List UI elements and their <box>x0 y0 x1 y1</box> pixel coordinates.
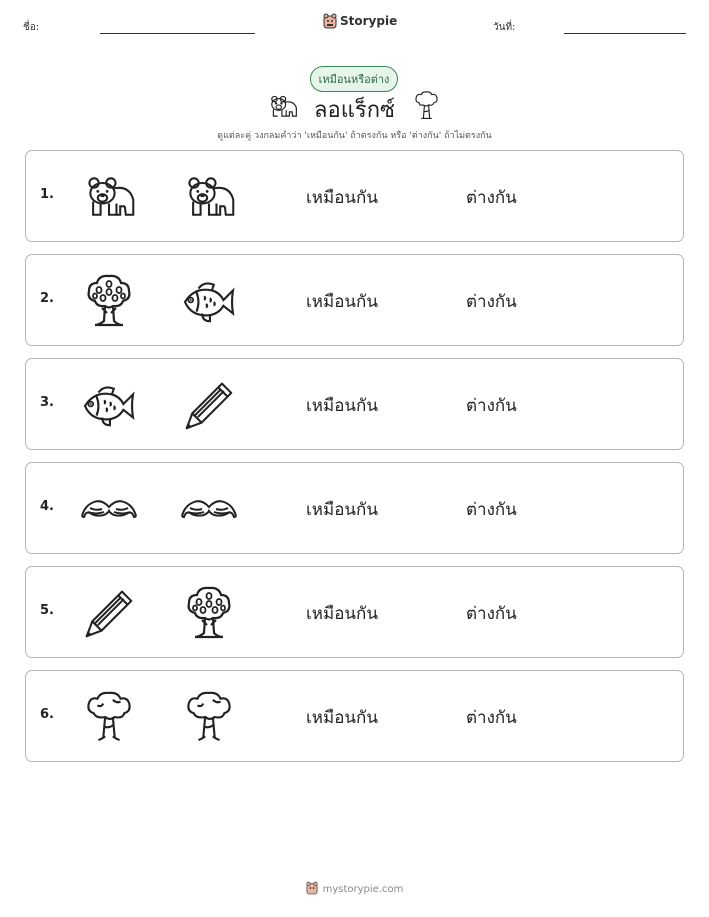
name-field-line[interactable] <box>100 33 255 34</box>
different-option[interactable]: ต่างกัน <box>466 604 517 624</box>
truffula-tree-icon <box>180 689 238 745</box>
question-number: 1. <box>40 187 54 202</box>
different-option[interactable]: ต่างกัน <box>466 188 517 208</box>
truffula-tree-icon <box>80 689 138 745</box>
footer-url[interactable]: mystorypie.com <box>322 884 404 895</box>
date-field-line[interactable] <box>564 33 686 34</box>
bear-icon <box>80 169 138 225</box>
pencil-icon <box>180 377 238 433</box>
same-option[interactable]: เหมือนกัน <box>306 500 378 520</box>
bear-icon <box>180 169 238 225</box>
question-number: 2. <box>40 291 54 306</box>
question-number: 6. <box>40 707 54 722</box>
question-number: 3. <box>40 395 54 410</box>
same-option[interactable]: เหมือนกัน <box>306 396 378 416</box>
same-option[interactable]: เหมือนกัน <box>306 188 378 208</box>
question-row <box>25 566 684 658</box>
title-row <box>0 92 709 124</box>
footer <box>0 880 709 899</box>
different-option[interactable]: ต่างกัน <box>466 708 517 728</box>
same-option[interactable]: เหมือนกัน <box>306 708 378 728</box>
question-row <box>25 254 684 346</box>
mustache-icon <box>80 481 138 537</box>
storypie-logo-icon <box>306 880 318 899</box>
question-row <box>25 150 684 242</box>
question-number: 4. <box>40 499 54 514</box>
name-label: ชื่อ: <box>23 22 40 33</box>
tree-icon <box>180 585 238 641</box>
worksheet-type-badge: เหมือนหรือต่าง <box>310 66 398 92</box>
question-row <box>25 670 684 762</box>
tree-icon <box>80 273 138 329</box>
instruction-text: ดูแต่ละคู่ วงกลมคำว่า 'เหมือนกัน' ถ้าตรงกัน หรือ 'ต่างกัน' ถ้าไม่ตรงกัน <box>217 131 492 141</box>
different-option[interactable]: ต่างกัน <box>466 500 517 520</box>
question-row <box>25 358 684 450</box>
same-option[interactable]: เหมือนกัน <box>306 604 378 624</box>
brand-logo <box>323 13 397 29</box>
worksheet-title: ลอแร็กซ์ <box>314 98 395 123</box>
brand-name: Storypie <box>340 14 398 28</box>
question-row <box>25 462 684 554</box>
same-option[interactable]: เหมือนกัน <box>306 292 378 312</box>
fish-icon <box>80 377 138 433</box>
mustache-icon <box>180 481 238 537</box>
question-number: 5. <box>40 603 54 618</box>
worksheet-header <box>0 0 709 50</box>
storypie-logo-icon <box>323 13 337 29</box>
different-option[interactable]: ต่างกัน <box>466 292 517 312</box>
fish-icon <box>180 273 238 329</box>
different-option[interactable]: ต่างกัน <box>466 396 517 416</box>
truffula-tree-icon <box>413 90 439 126</box>
pencil-icon <box>80 585 138 641</box>
date-label: วันที่: <box>493 22 516 33</box>
